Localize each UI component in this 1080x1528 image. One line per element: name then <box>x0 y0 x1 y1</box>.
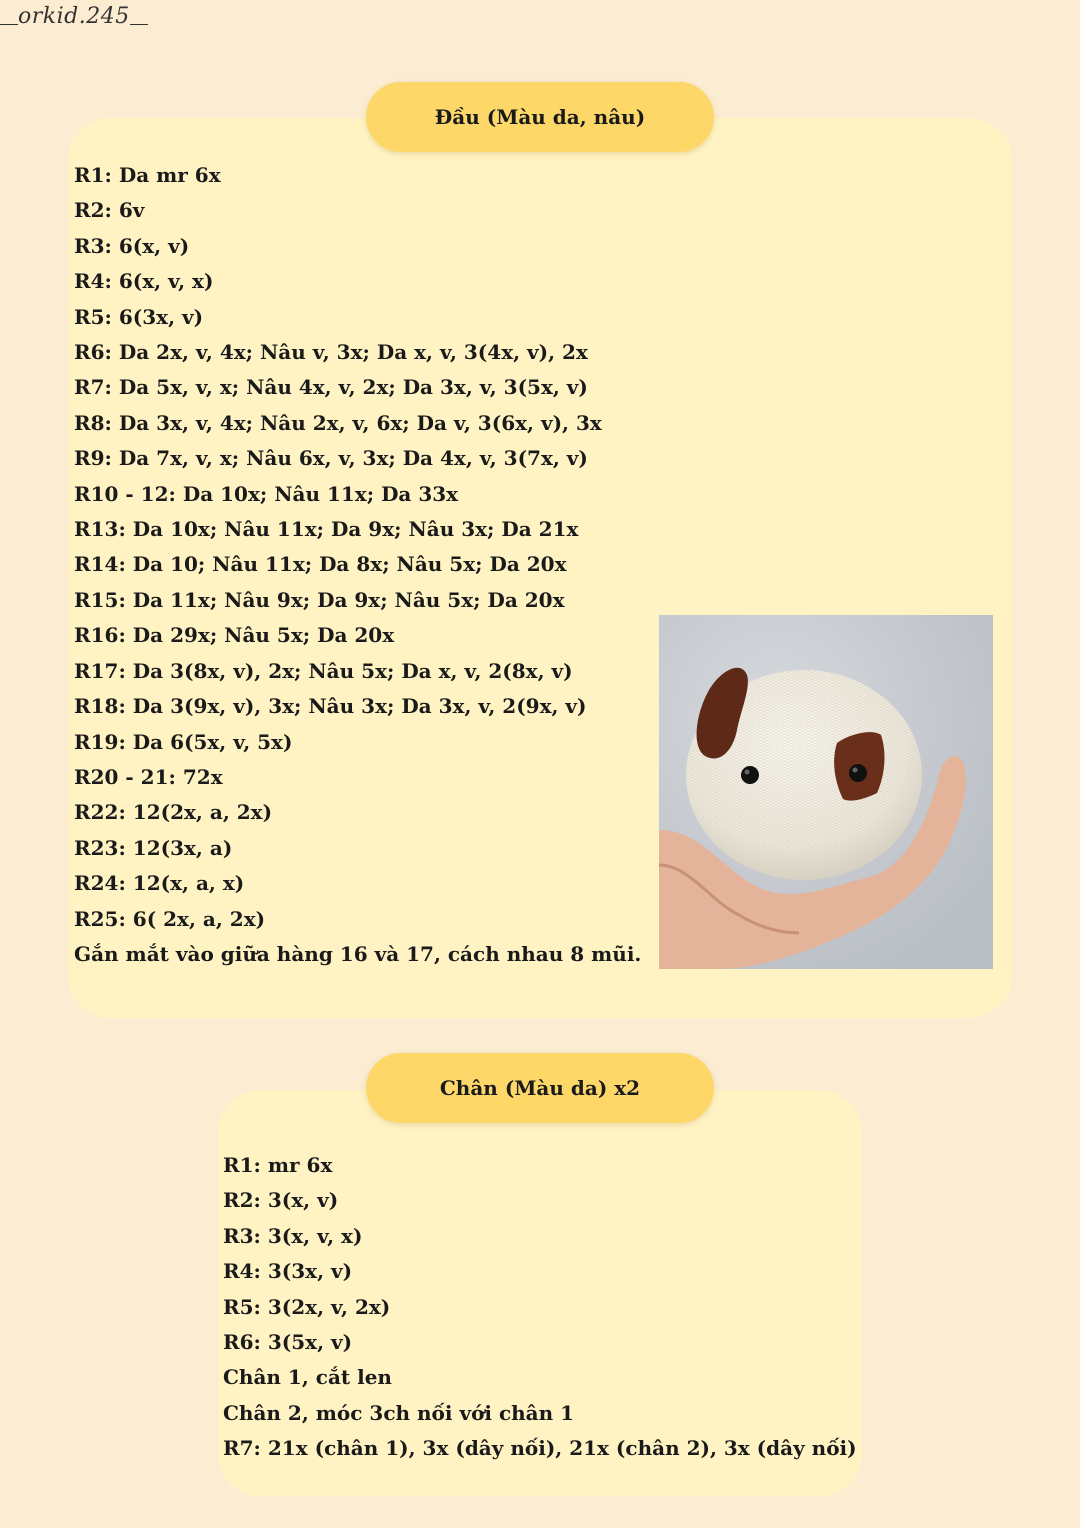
pattern-row: R7: 21x (chân 1), 3x (dây nối), 21x (chân 2), 3x (dây nối) <box>223 1436 857 1461</box>
pattern-row: Chân 1, cắt len <box>223 1365 392 1390</box>
legs-pattern-rows <box>223 1148 857 1467</box>
legs-section-title: Chân (Màu da) x2 <box>366 1053 714 1123</box>
pattern-row: R15: Da 11x; Nâu 9x; Da 9x; Nâu 5x; Da 20x <box>74 587 565 612</box>
pattern-row: R14: Da 10; Nâu 11x; Da 8x; Nâu 5x; Da 20x <box>74 552 567 577</box>
pattern-row: R5: 3(2x, v, 2x) <box>223 1294 391 1319</box>
pattern-row: R19: Da 6(5x, v, 5x) <box>74 729 293 754</box>
pattern-row: R1: mr 6x <box>223 1153 333 1177</box>
pattern-row: R24: 12(x, a, x) <box>74 871 245 896</box>
pattern-row: R4: 6(x, v, x) <box>74 269 214 294</box>
pattern-row: R22: 12(2x, a, 2x) <box>74 800 273 825</box>
pattern-row: R16: Da 29x; Nâu 5x; Da 20x <box>74 623 395 648</box>
pattern-row: R8: Da 3x, v, 4x; Nâu 2x, v, 6x; Da v, 3(6x, v), 3x <box>74 410 602 435</box>
pattern-row: R3: 6(x, v) <box>74 233 190 258</box>
head-section-title: Đầu (Màu da, nâu) <box>366 82 714 152</box>
pattern-row: R18: Da 3(9x, v), 3x; Nâu 3x; Da 3x, v, 2(9x, v) <box>74 694 587 719</box>
pattern-row: Chân 2, móc 3ch nối với chân 1 <box>223 1400 575 1425</box>
head-pattern-rows <box>74 158 641 972</box>
pattern-row: R1: Da mr 6x <box>74 163 221 187</box>
pattern-row: R20 - 21: 72x <box>74 764 223 789</box>
pattern-row: R9: Da 7x, v, x; Nâu 6x, v, 3x; Da 4x, v, 3(7x, v) <box>74 446 588 471</box>
pattern-row: R3: 3(x, v, x) <box>223 1223 363 1248</box>
pattern-row: R4: 3(3x, v) <box>223 1259 353 1284</box>
watermark: orkid.245 <box>0 4 148 29</box>
pattern-row: R23: 12(3x, a) <box>74 835 233 860</box>
pattern-row: R6: 3(5x, v) <box>223 1330 353 1355</box>
pattern-row: R6: Da 2x, v, 4x; Nâu v, 3x; Da x, v, 3(4x, v), 2x <box>74 340 588 365</box>
pattern-row: Gắn mắt vào giữa hàng 16 và 17, cách nhau 8 mũi. <box>74 941 642 966</box>
pattern-row: R10 - 12: Da 10x; Nâu 11x; Da 33x <box>74 481 459 506</box>
pattern-row: R2: 3(x, v) <box>223 1188 339 1213</box>
pattern-row: R5: 6(3x, v) <box>74 304 204 329</box>
amigurumi-head-photo <box>659 615 993 969</box>
pattern-row: R17: Da 3(8x, v), 2x; Nâu 5x; Da x, v, 2(8x, v) <box>74 658 573 683</box>
pattern-row: R25: 6( 2x, a, 2x) <box>74 906 266 931</box>
pattern-row: R2: 6v <box>74 198 145 223</box>
pattern-row: R13: Da 10x; Nâu 11x; Da 9x; Nâu 3x; Da 21x <box>74 517 579 542</box>
pattern-row: R7: Da 5x, v, x; Nâu 4x, v, 2x; Da 3x, v, 3(5x, v) <box>74 375 588 400</box>
